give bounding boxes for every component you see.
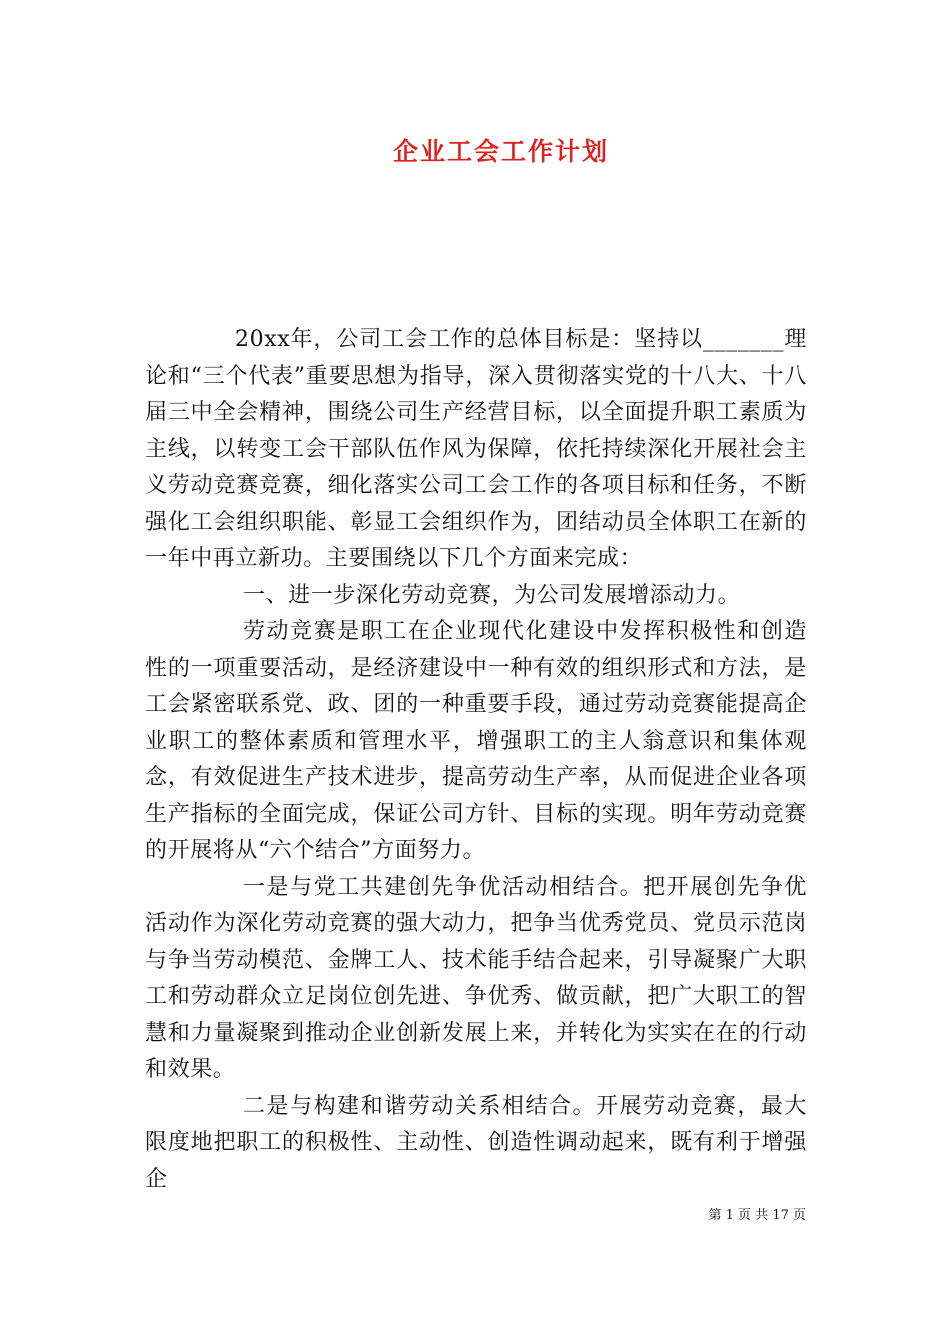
document-body <box>145 322 807 1198</box>
paragraph-intro: 20xx年，公司工会工作的总体目标是：坚持以_______理论和“三个代表”重要思想为指导，深入贯彻落实党的十八大、十八届三中全会精神，围绕公司生产经营目标，以全面提升职工素质为主线，以转变工会干部队伍作风为保障，依托持续深化开展社会主义劳动竞赛竞赛，细化落实公司工会工作的各项目标和任务，不断强化工会组织职能、彰显工会组织作为，团结动员全体职工在新的一年中再立新功。主要围绕以下几个方面来完成： <box>145 327 807 571</box>
page-number: 第 1 页 共 17 页 <box>708 1208 806 1223</box>
paragraph-point-two: 二是与构建和谐劳动关系相结合。开展劳动竞赛，最大限度地把职工的积极性、主动性、创造性调动起来，既有利于增强企 <box>145 1093 807 1192</box>
section-heading: 一、进一步深化劳动竞赛，为公司发展增添动力。 <box>243 582 741 608</box>
page-title: 企业工会工作计划 <box>392 137 609 166</box>
paragraph-point-one: 一是与党工共建创先争优活动相结合。把开展创先争优活动作为深化劳动竞赛的强大动力，把争当优秀党员、党员示范岗与争当劳动模范、金牌工人、技术能手结合起来，引导凝聚广大职工和劳动群众立足岗位创先进、争优秀、做贡献，把广大职工的智慧和力量凝聚到推动企业创新发展上来，并转化为实实在在的行动和效果。 <box>145 874 807 1082</box>
paragraph-labor-competition: 劳动竞赛是职工在企业现代化建设中发挥积极性和创造性的一项重要活动，是经济建设中一种有效的组织形式和方法，是工会紧密联系党、政、团的一种重要手段，通过劳动竞赛能提高企业职工的整体素质和管理水平，增强职工的主人翁意识和集体观念，有效促进生产技术进步，提高劳动生产率，从而促进企业各项生产指标的全面完成，保证公司方针、目标的实现。明年劳动竞赛的开展将从“六个结合”方面努力。 <box>145 619 807 863</box>
